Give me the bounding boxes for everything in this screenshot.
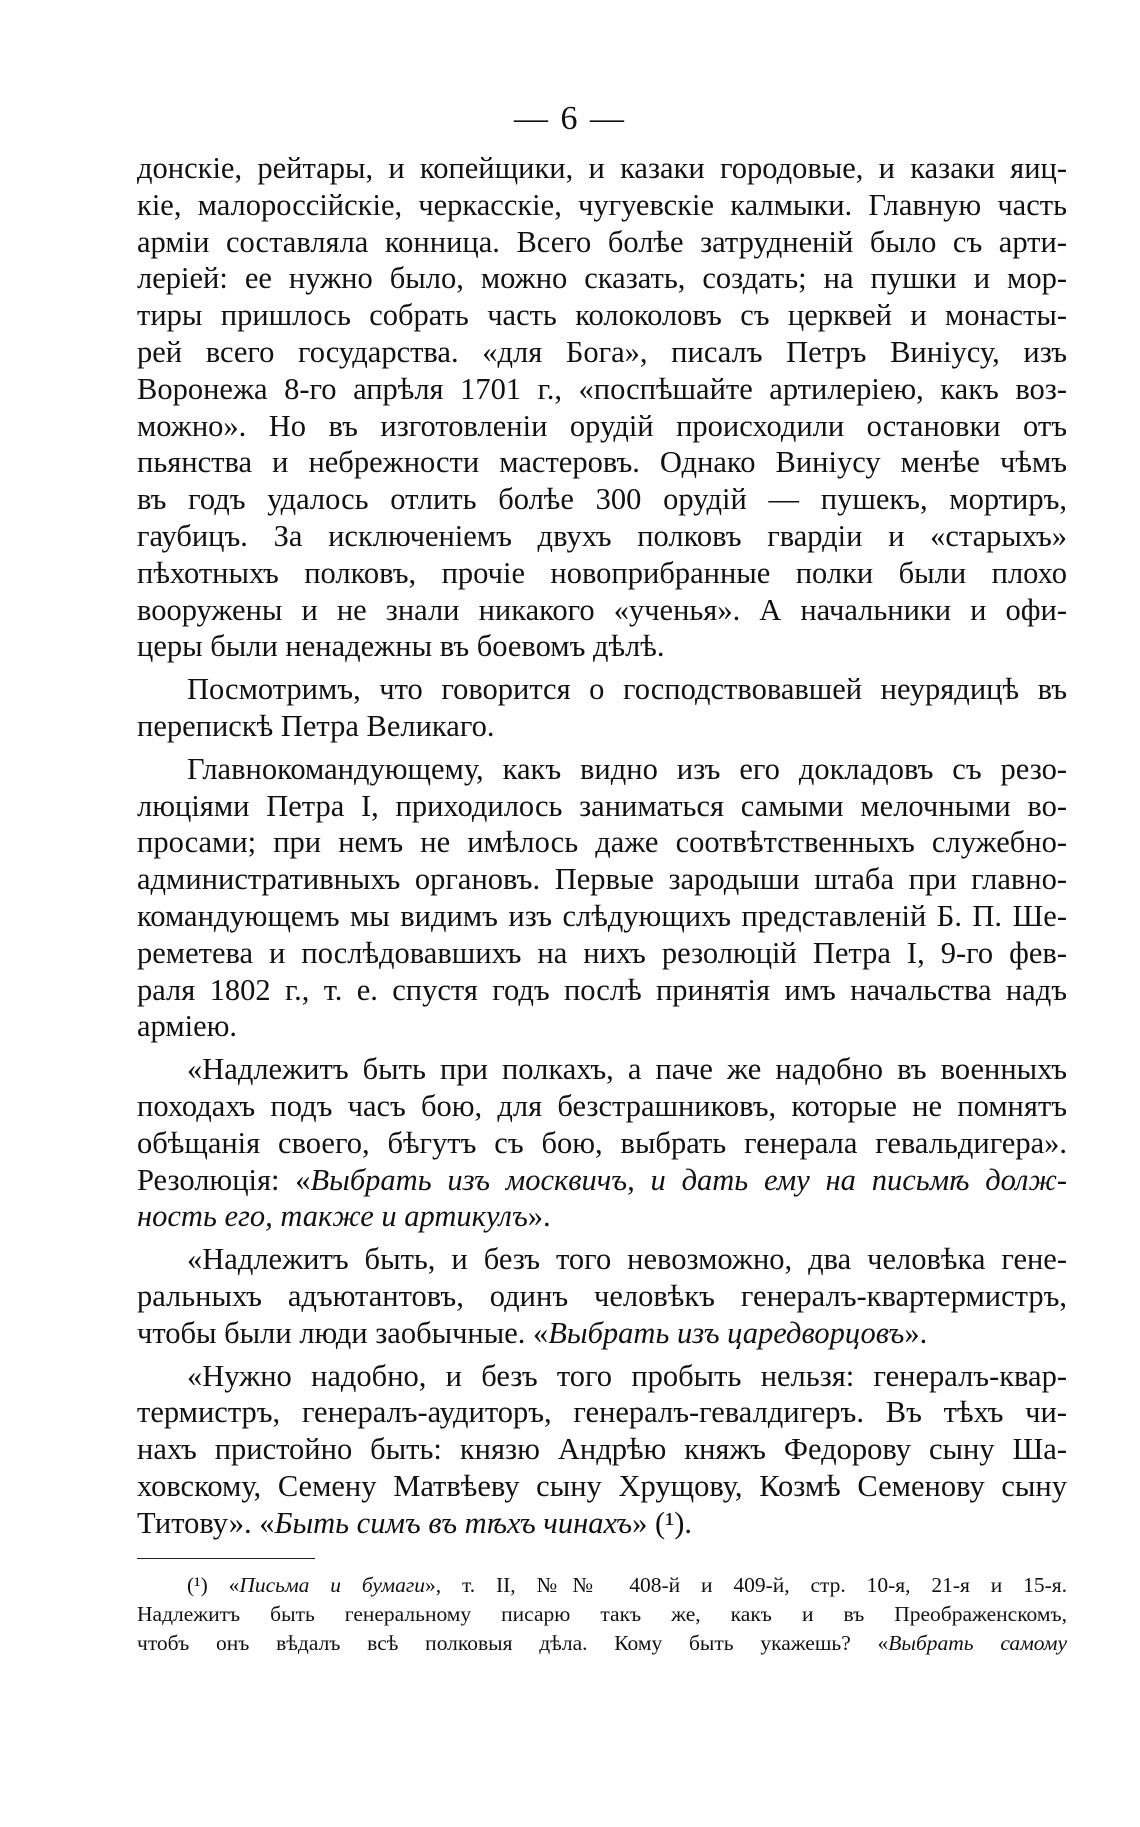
text-line: тиры пришлось собрать часть колоколовъ съ церквей и монасты- [137,298,1067,333]
text-line: леріей: ее нужно было, можно сказать, создать; на пушки и мор- [137,261,1067,296]
text-line: ховскому, Семену Матвѣеву сыну Хрущову, Козмѣ Семенову сыну [137,1468,1067,1503]
paragraph-3 [137,751,1067,1045]
text-line: вооружены и не знали никакого «ученья». А начальники и офи- [137,592,1067,627]
text-line: термистръ, генералъ-аудиторъ, генералъ-гевалдигеръ. Въ тѣхъ чи- [137,1395,1067,1430]
text-line: Главнокомандующему, какъ видно изъ его докладовъ съ резо- [187,751,1067,786]
text-line: ность его, также и артикулъ». [137,1199,551,1234]
paragraph-6 [137,1358,1067,1542]
resolution-text: Выбрать изъ царедворцовъ [548,1315,905,1350]
footnote [137,1571,1067,1658]
text-line: административныхъ органовъ. Первые зародыши штаба при главно- [137,862,1067,897]
text-line: Воронежа 8-го апрѣля 1701 г., «поспѣшайте артилеріею, какъ воз- [137,371,1067,406]
resolution-text: ность его, также и артикулъ [137,1199,528,1234]
page-number: — 6 — [514,100,626,137]
text-line: реметева и послѣдовавшихъ на нихъ резолюцій Петра I, 9-го фев- [137,935,1067,970]
paragraph-4 [137,1051,1067,1235]
text-line: Титову». «Быть симъ въ тѣхъ чинахъ» (¹). [137,1505,693,1540]
text-line: церы были ненадежны въ боевомъ дѣлѣ. [137,629,665,664]
text-line: перепискѣ Петра Великаго. [137,708,495,743]
text-line: рей всего государства. «для Бога», писалъ Петръ Виніусу, изъ [137,334,1067,369]
footnote-line: (¹) «Письма и бумаги», т. II, №№ 408-й и 409-й, стр. 10-я, 21-я и 15-я. [187,1573,1067,1597]
text-line: чтобы были люди заобычные. «Выбрать изъ царедворцовъ». [137,1315,928,1350]
footnote-line: Надлежитъ быть генеральному писарю такъ же, какъ и въ Преображенскомъ, [137,1602,1067,1626]
paragraph-2 [137,671,1067,745]
body-text [137,150,1067,1547]
text-line: Посмотримъ, что говорится о господствовавшей неурядицѣ въ [187,672,1067,707]
paragraph-1 [137,150,1067,665]
text-line: обѣщанія своего, бѣгутъ съ бою, выбрать генерала гевальдигера». [137,1125,1067,1160]
paragraph-5 [137,1241,1067,1351]
resolution-text: Выбрать изъ москвичъ, и дать ему на письмѣ долж- [310,1162,1067,1197]
text-line: ральныхъ адъютантовъ, одинъ человѣкъ генералъ-квартермистръ, [137,1278,1067,1313]
text-line: гаубицъ. За исключеніемъ двухъ полковъ гвардіи и «старыхъ» [137,518,1067,553]
footnote-source-title: Письма и бумаги [239,1573,425,1597]
text-line: люціями Петра I, приходилось заниматься самыми мелочными во- [137,788,1067,823]
resolution-text: Выбрать самому [888,1631,1067,1655]
resolution-text: Быть симъ въ тѣхъ чинахъ [274,1505,633,1540]
text-line: просами; при немъ не имѣлось даже соотвѣтственныхъ служебно- [137,825,1067,860]
text-line: походахъ подъ часъ бою, для безстрашниковъ, которые не помнятъ [137,1088,1067,1123]
text-line: донскіе, рейтары, и копейщики, и казаки городовые, и казаки яиц- [137,151,1067,185]
text-line: можно». Но въ изготовленіи орудій происходили остановки отъ [137,408,1067,443]
footnote-divider [137,1558,315,1559]
text-line: пьянства и небрежности мастеровъ. Однако Виніусу менѣе чѣмъ [137,445,1067,480]
text-line: «Надлежитъ быть при полкахъ, а паче же надобно въ военныхъ [187,1052,1067,1087]
footnote-line: чтобъ онъ вѣдалъ всѣ полковыя дѣла. Кому быть укажешь? «Выбрать самому [137,1631,1067,1655]
text-line: Резолюція: «Выбрать изъ москвичъ, и дать ему на письмѣ долж- [137,1162,1067,1197]
text-line: кіе, малороссійскіе, черкасскіе, чугуевскіе калмыки. Главную часть [137,187,1067,222]
text-line: арміи составляла конница. Всего болѣе затрудненій было съ арти- [137,224,1067,259]
text-line: «Нужно надобно, и безъ того пробыть нельзя: генералъ-квар- [187,1358,1067,1393]
text-line: въ годъ удалось отлить болѣе 300 орудій — пушекъ, мортиръ, [137,482,1067,517]
text-line: пѣхотныхъ полковъ, прочіе новоприбранные полки были плохо [137,555,1067,590]
text-line: нахъ пристойно быть: князю Андрѣю княжъ Федорову сыну Ша- [137,1432,1067,1467]
text-line: «Надлежитъ быть, и безъ того невозможно, два человѣка гене- [187,1242,1067,1277]
text-line: командующемъ мы видимъ изъ слѣдующихъ представленій Б. П. Ше- [137,898,1067,933]
text-line: раля 1802 г., т. е. спустя годъ послѣ принятія имъ начальства надъ [137,972,1067,1007]
text-line: арміею. [137,1009,238,1044]
